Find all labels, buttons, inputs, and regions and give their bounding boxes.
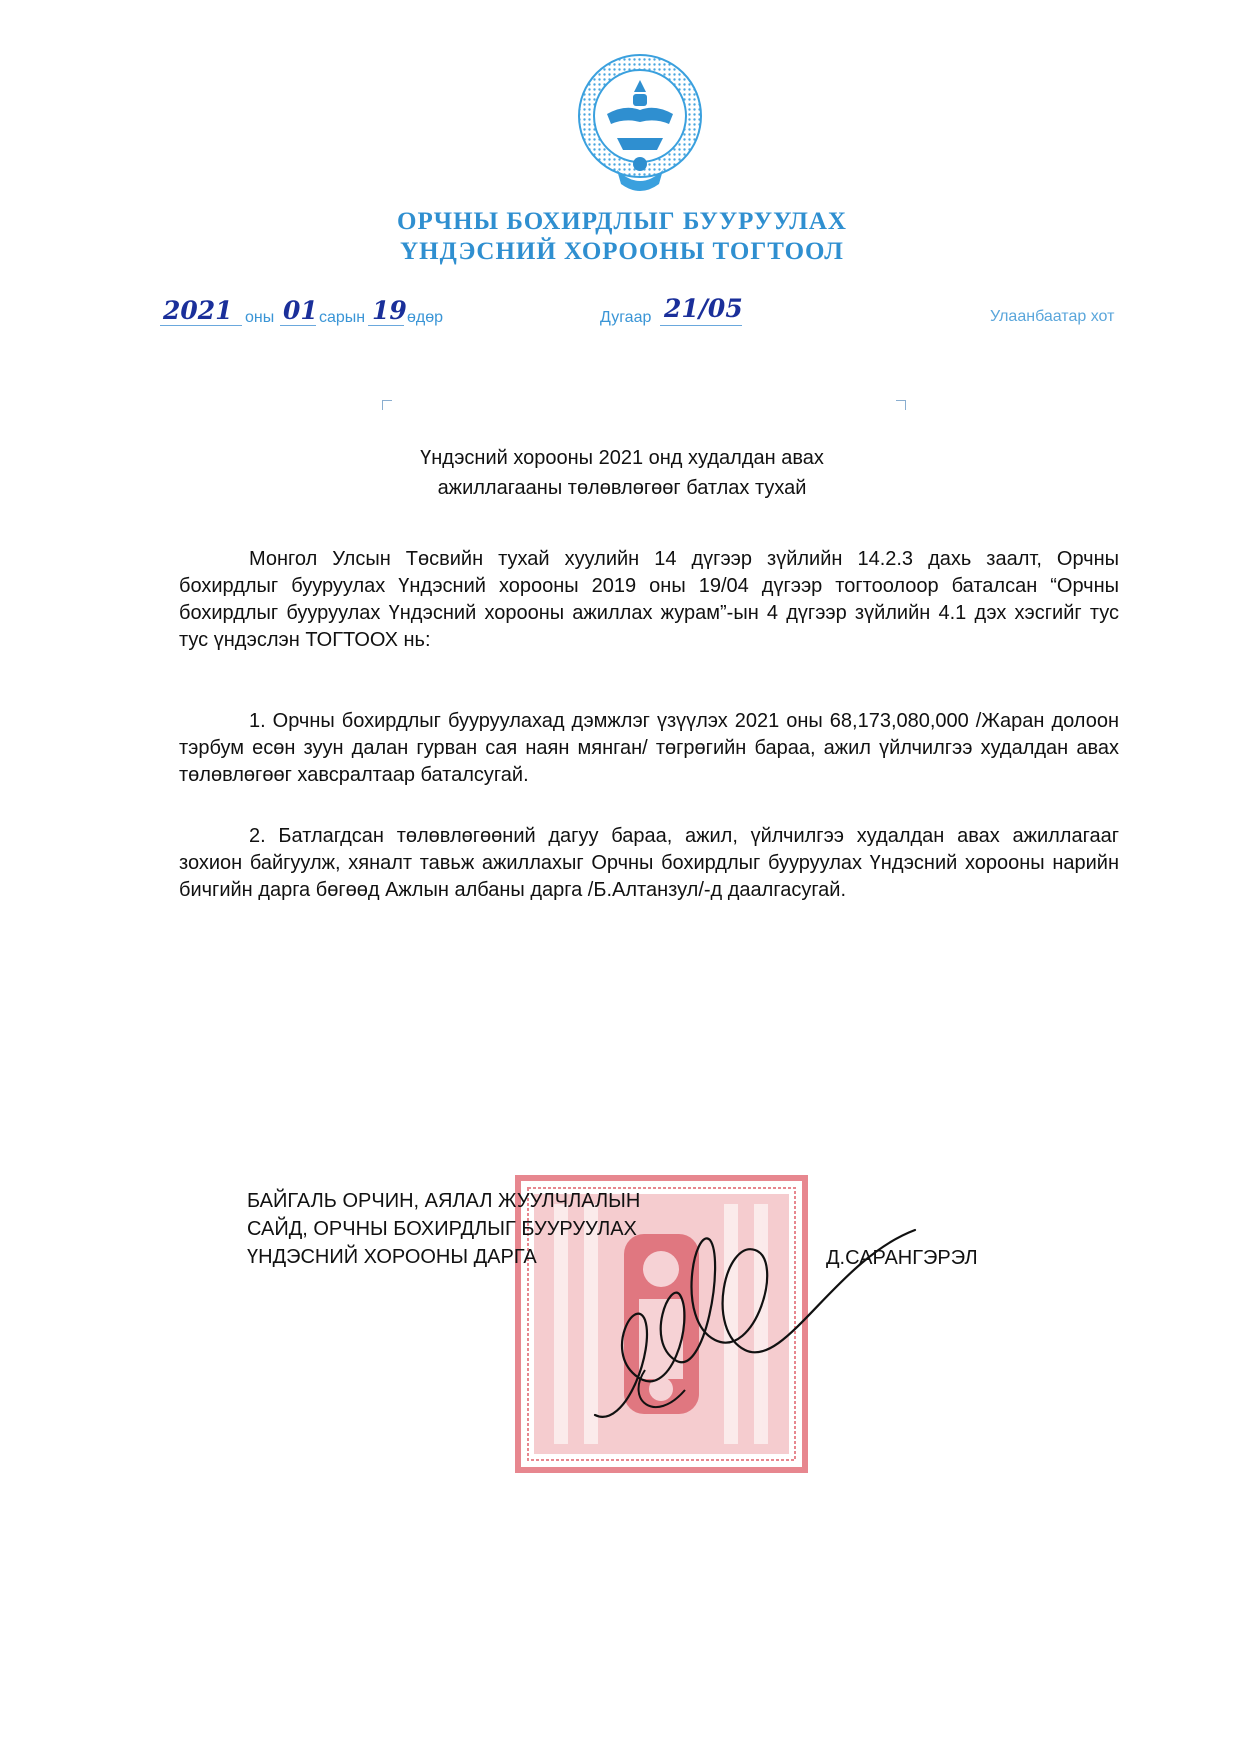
signatory-name: Д.САРАНГЭРЭЛ — [826, 1247, 978, 1269]
number-underline — [660, 325, 742, 326]
day-suffix: өдөр — [407, 309, 444, 326]
intro-paragraph: Монгол Улсын Төсвийн тухай хуулийн 14 дүгээр зүйлийн 14.2.3 дахь заалт, Орчны бохирдлыг бууруулах Үндэсний хорооны 2019 оны 19/04 дүгээр тогтоолоор баталсан “Орчны бохирдлыг бууруулах Үндэсний хорооны ажиллах журам”-ын 4 дүгээр зүйлийн 4.1 дэх хэсгийг тус тус үндэслэн ТОГТООХ нь: — [179, 548, 1119, 651]
date-year: 2021 — [163, 296, 233, 325]
org-title-line1: ОРЧНЫ БОХИРДЛЫГ БУУРУУЛАХ — [397, 208, 847, 235]
year-underline — [160, 325, 242, 326]
day-underline — [368, 325, 404, 326]
date-month: 01 — [283, 296, 318, 325]
mongolia-state-emblem-icon — [577, 52, 704, 199]
corner-mark-right — [896, 400, 906, 410]
resolution-item-1: 1. Орчны бохирдлыг бууруулахад дэмжлэг үзүүлэх 2021 оны 68,173,080,000 /Жаран долоон тэрбум есөн зуун далан гурван сая наян мянган/ төгрөгийн бараа, ажил үйлчилгээ худалдан авах төлөвлөгөөг хавсралтаар баталсугай. — [179, 710, 1119, 786]
date-day: 19 — [372, 296, 407, 325]
signatory-title-line2: САЙД, ОРЧНЫ БОХИРДЛЫГ БУУРУУЛАХ — [247, 1218, 637, 1240]
handwritten-signature — [585, 1200, 925, 1460]
number-label: Дугаар — [600, 309, 652, 326]
month-suffix: сарын — [319, 309, 366, 326]
month-underline — [280, 325, 316, 326]
year-suffix: оны — [245, 309, 275, 326]
document-number: 21/05 — [664, 294, 743, 323]
subject-line2: ажиллагааны төлөвлөгөөг батлах тухай — [437, 477, 807, 499]
org-title-line2: ҮНДЭСНИЙ ХОРООНЫ ТОГТООЛ — [400, 238, 844, 265]
city-label: Улаанбаатар хот — [990, 308, 1115, 325]
subject-line1: Үндэсний хорооны 2021 онд худалдан авах — [420, 447, 824, 469]
signatory-title — [247, 1187, 640, 1271]
signatory-title-line3: ҮНДЭСНИЙ ХОРООНЫ ДАРГА — [247, 1246, 537, 1268]
resolution-item-2: 2. Батлагдсан төлөвлөгөөний дагуу бараа, ажил, үйлчилгээ худалдан авах ажиллагааг зохион байгуулж, хяналт тавьж ажиллахыг Орчны бохирдлыг бууруулах Үндэсний хорооны нарийн бичгийн дарга бөгөөд Ажлын албаны дарга /Б.Алтанзул/-д даалгасугай. — [179, 825, 1119, 901]
corner-mark-left — [382, 400, 392, 410]
signatory-title-line1: БАЙГАЛЬ ОРЧИН, АЯЛАЛ ЖУУЛЧЛАЛЫН — [247, 1190, 641, 1212]
